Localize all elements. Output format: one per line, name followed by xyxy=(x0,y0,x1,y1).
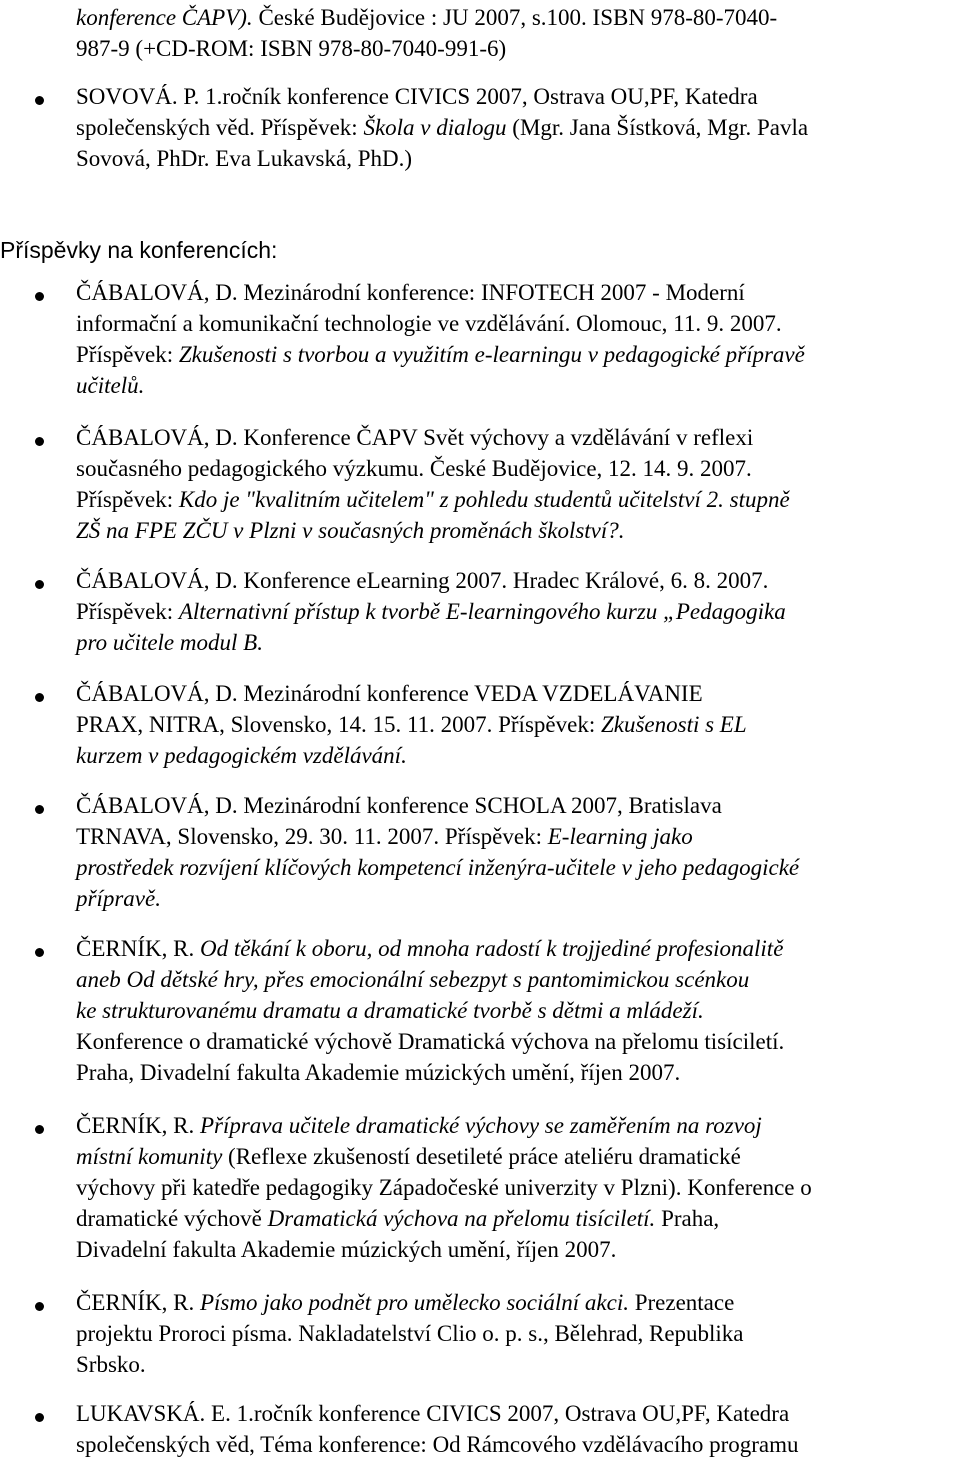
text: ČÁBALOVÁ, D. Mezinárodní konference: INFOTECH 2007 - Moderní xyxy=(76,280,745,305)
bullet-icon xyxy=(35,1302,44,1311)
bullet-icon xyxy=(35,1125,44,1134)
text-italic: Od těkání k oboru, od mnoha radostí k trojjediné profesionalitě xyxy=(199,936,784,961)
list-item xyxy=(76,422,960,546)
text: Příspěvek: xyxy=(76,599,179,624)
bullet-icon xyxy=(35,693,44,702)
text-italic: E-learning jako xyxy=(547,824,693,849)
text-italic: Příprava učitele dramatické výchovy se zaměřením na rozvoj xyxy=(199,1113,762,1138)
text-italic: Zkušenosti s EL xyxy=(600,712,747,737)
text-italic: Dramatická výchova na přelomu tisíciletí. xyxy=(267,1206,656,1231)
text-italic: ke strukturovanému dramatu a dramatické tvorbě s dětmi a mládeží. xyxy=(76,998,704,1023)
text-italic: místní komunity xyxy=(76,1144,223,1169)
bullet-icon xyxy=(35,292,44,301)
list-item xyxy=(76,933,960,1088)
bullet-icon xyxy=(35,580,44,589)
bullet-icon xyxy=(35,948,44,957)
text-italic: kurzem v pedagogickém vzdělávání. xyxy=(76,743,407,768)
list-item xyxy=(76,1110,960,1265)
text: TRNAVA, Slovensko, 29. 30. 11. 2007. Příspěvek: xyxy=(76,824,548,849)
text: Praha, xyxy=(655,1206,720,1231)
text-italic: Písmo jako podnět pro umělecko sociální akci. xyxy=(199,1290,629,1315)
text: Praha, Divadelní fakulta Akademie múzických umění, říjen 2007. xyxy=(76,1060,681,1085)
text: Příspěvek: xyxy=(76,342,179,367)
list-item xyxy=(76,277,960,401)
text: Prezentace xyxy=(628,1290,735,1315)
previous-entry-continuation xyxy=(76,2,960,64)
list-item xyxy=(76,1398,960,1460)
text: ČÁBALOVÁ, D. Mezinárodní konference SCHOLA 2007, Bratislava xyxy=(76,793,722,818)
text-italic: ZŠ na FPE ZČU v Plzni v současných proměnách školství?. xyxy=(76,518,625,543)
bullet-icon xyxy=(35,805,44,814)
text: Příspěvek: xyxy=(76,487,179,512)
text: informační a komunikační technologie ve vzdělávání. Olomouc, 11. 9. 2007. xyxy=(76,311,782,336)
text: ČÁBALOVÁ, D. Konference ČAPV Svět výchovy a vzdělávání v reflexi xyxy=(76,425,754,450)
list-item xyxy=(76,790,960,914)
text-italic: pro učitele modul B. xyxy=(76,630,263,655)
list-item xyxy=(76,565,960,658)
text: výchovy při katedře pedagogiky Západočeské univerzity v Plzni). Konference o xyxy=(76,1175,812,1200)
text: ČERNÍK, R. xyxy=(76,1290,200,1315)
text-italic: Alternativní přístup k tvorbě E-learningového kurzu „Pedagogika xyxy=(178,599,786,624)
text: Konference o dramatické výchově Dramatická výchova na přelomu tisíciletí. xyxy=(76,1029,785,1054)
text: (Mgr. Jana Šístková, Mgr. Pavla xyxy=(506,115,809,140)
text-italic: Škola v dialogu xyxy=(363,115,507,140)
text: dramatické výchově xyxy=(76,1206,268,1231)
text: projektu Proroci písma. Nakladatelství Clio o. p. s., Bělehrad, Republika xyxy=(76,1321,744,1346)
text: Sovová, PhDr. Eva Lukavská, PhD.) xyxy=(76,146,413,171)
text-italic: učitelů. xyxy=(76,373,145,398)
text-italic: Kdo je "kvalitním učitelem" z pohledu studentů učitelství 2. stupně xyxy=(178,487,790,512)
bullet-icon xyxy=(35,1413,44,1422)
text-italic: prostředek rozvíjení klíčových kompetencí inženýra-učitele v jeho pedagogické xyxy=(76,855,800,880)
text: společenských věd, Téma konference: Od Rámcového vzdělávacího programu xyxy=(76,1432,799,1457)
text: současného pedagogického výzkumu. České Budějovice, 12. 14. 9. 2007. xyxy=(76,456,752,481)
list-item xyxy=(76,1287,960,1380)
text-italic: konference ČAPV). xyxy=(76,5,253,30)
text: ČÁBALOVÁ, D. Mezinárodní konference VEDA VZDELÁVANIE xyxy=(76,681,703,706)
text-italic: přípravě. xyxy=(76,886,161,911)
bullet-icon xyxy=(35,96,44,105)
bullet-icon xyxy=(35,437,44,446)
section-heading: Příspěvky na konferencích: xyxy=(0,237,278,263)
text: Divadelní fakulta Akademie múzických umění, říjen 2007. xyxy=(76,1237,617,1262)
text-italic: aneb Od dětské hry, přes emocionální sebezpyt s pantomimickou scénkou xyxy=(76,967,750,992)
text: 987-9 (+CD-ROM: ISBN 978-80-7040-991-6) xyxy=(76,36,507,61)
text: České Budějovice : JU 2007, s.100. ISBN 978-80-7040- xyxy=(252,5,778,30)
text: společenských věd. Příspěvek: xyxy=(76,115,364,140)
text: SOVOVÁ. P. 1.ročník konference CIVICS 2007, Ostrava OU,PF, Katedra xyxy=(76,84,758,109)
text: ČERNÍK, R. xyxy=(76,936,200,961)
text: (Reflexe zkušeností desetileté práce ateliéru dramatické xyxy=(222,1144,741,1169)
text: ČÁBALOVÁ, D. Konference eLearning 2007. Hradec Králové, 6. 8. 2007. xyxy=(76,568,769,593)
text: LUKAVSKÁ. E. 1.ročník konference CIVICS 2007, Ostrava OU,PF, Katedra xyxy=(76,1401,790,1426)
list-item xyxy=(76,81,960,174)
text: PRAX, NITRA, Slovensko, 14. 15. 11. 2007. Příspěvek: xyxy=(76,712,601,737)
list-item xyxy=(76,678,960,771)
text: ČERNÍK, R. xyxy=(76,1113,200,1138)
text-italic: Zkušenosti s tvorbou a využitím e-learningu v pedagogické přípravě xyxy=(178,342,805,367)
text: Srbsko. xyxy=(76,1352,146,1377)
